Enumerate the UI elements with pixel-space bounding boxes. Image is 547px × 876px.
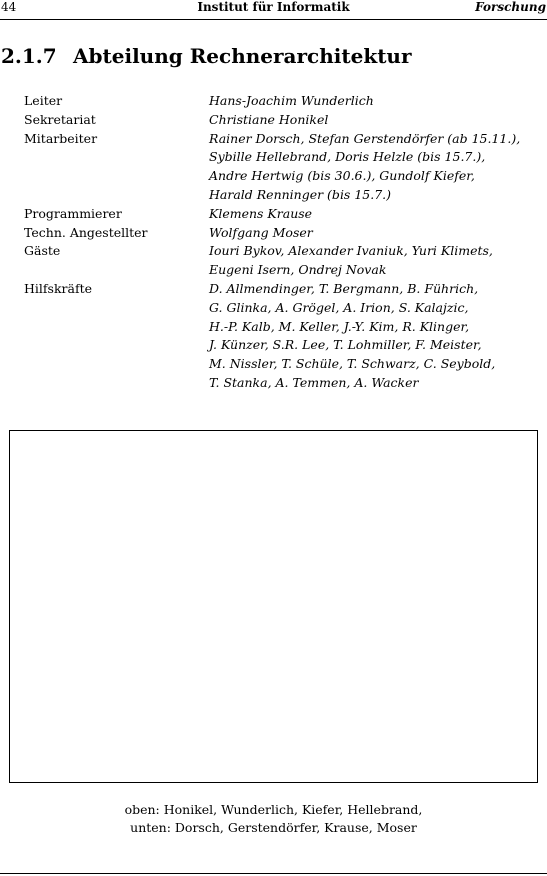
section-number: 2.1.7 <box>1 44 57 68</box>
staff-row <box>24 111 536 130</box>
staff-name-line: Rainer Dorsch, Stefan Gerstendörfer (ab 15.11.), <box>209 130 521 146</box>
staff-row <box>24 130 536 205</box>
staff-role: Hilfskräfte <box>24 280 92 296</box>
staff-name-line: Iouri Bykov, Alexander Ivaniuk, Yuri Klimets, <box>209 243 493 259</box>
staff-role: Sekretariat <box>24 111 96 127</box>
footer-rule <box>0 873 547 874</box>
staff-names <box>209 242 536 280</box>
staff-role: Gäste <box>24 243 61 259</box>
staff-row <box>24 242 536 280</box>
staff-names <box>209 92 536 111</box>
staff-name-line: D. Allmendinger, T. Bergmann, B. Führich, <box>209 280 479 296</box>
photo-caption <box>0 801 547 837</box>
running-section: Forschung <box>475 0 546 14</box>
staff-role: Programmierer <box>24 205 122 221</box>
staff-list <box>24 92 536 393</box>
staff-row <box>24 92 536 111</box>
staff-name-line: M. Nissler, T. Schüle, T. Schwarz, C. Seybold, <box>209 356 496 372</box>
section-title: Abteilung Rechnerarchitektur <box>73 44 412 68</box>
staff-role: Techn. Angestellter <box>24 224 148 240</box>
staff-name-line: T. Stanka, A. Temmen, A. Wacker <box>209 374 419 390</box>
photo-frame <box>9 430 538 783</box>
staff-names <box>209 224 536 243</box>
caption-line-top: oben: Honikel, Wunderlich, Kiefer, Hellebrand, <box>124 802 423 817</box>
staff-name-line: Hans-Joachim Wunderlich <box>209 93 374 108</box>
staff-name-line: J. Künzer, S.R. Lee, T. Lohmiller, F. Meister, <box>209 337 482 353</box>
staff-name-line: Christiane Honikel <box>209 111 329 127</box>
running-title: Institut für Informatik <box>197 0 350 14</box>
staff-name-line: H.-P. Kalb, M. Keller, J.-Y. Kim, R. Klinger, <box>209 318 470 334</box>
staff-role: Leiter <box>24 93 63 108</box>
staff-name-line: Andre Hertwig (bis 30.6.), Gundolf Kiefer, <box>209 168 475 184</box>
caption-line-bottom: unten: Dorsch, Gerstendörfer, Krause, Moser <box>130 820 417 835</box>
page-number: 44 <box>1 0 17 14</box>
staff-names <box>209 111 536 130</box>
staff-names <box>209 130 536 205</box>
staff-name-line: Harald Renninger (bis 15.7.) <box>209 186 392 202</box>
staff-name-line: Klemens Krause <box>209 205 313 221</box>
staff-role: Mitarbeiter <box>24 130 98 146</box>
staff-names <box>209 205 536 224</box>
staff-name-line: Sybille Hellebrand, Doris Helzle (bis 15.7.), <box>209 149 486 165</box>
page-header <box>0 0 547 20</box>
staff-names <box>209 280 536 393</box>
staff-row <box>24 280 536 393</box>
staff-row <box>24 224 536 243</box>
section-heading <box>1 44 412 68</box>
staff-name-line: Wolfgang Moser <box>209 224 313 240</box>
header-rule <box>0 19 547 20</box>
staff-name-line: Eugeni Isern, Ondrej Novak <box>209 262 387 278</box>
staff-name-line: G. Glinka, A. Grögel, A. Irion, S. Kalajzic, <box>209 299 469 315</box>
staff-row <box>24 205 536 224</box>
